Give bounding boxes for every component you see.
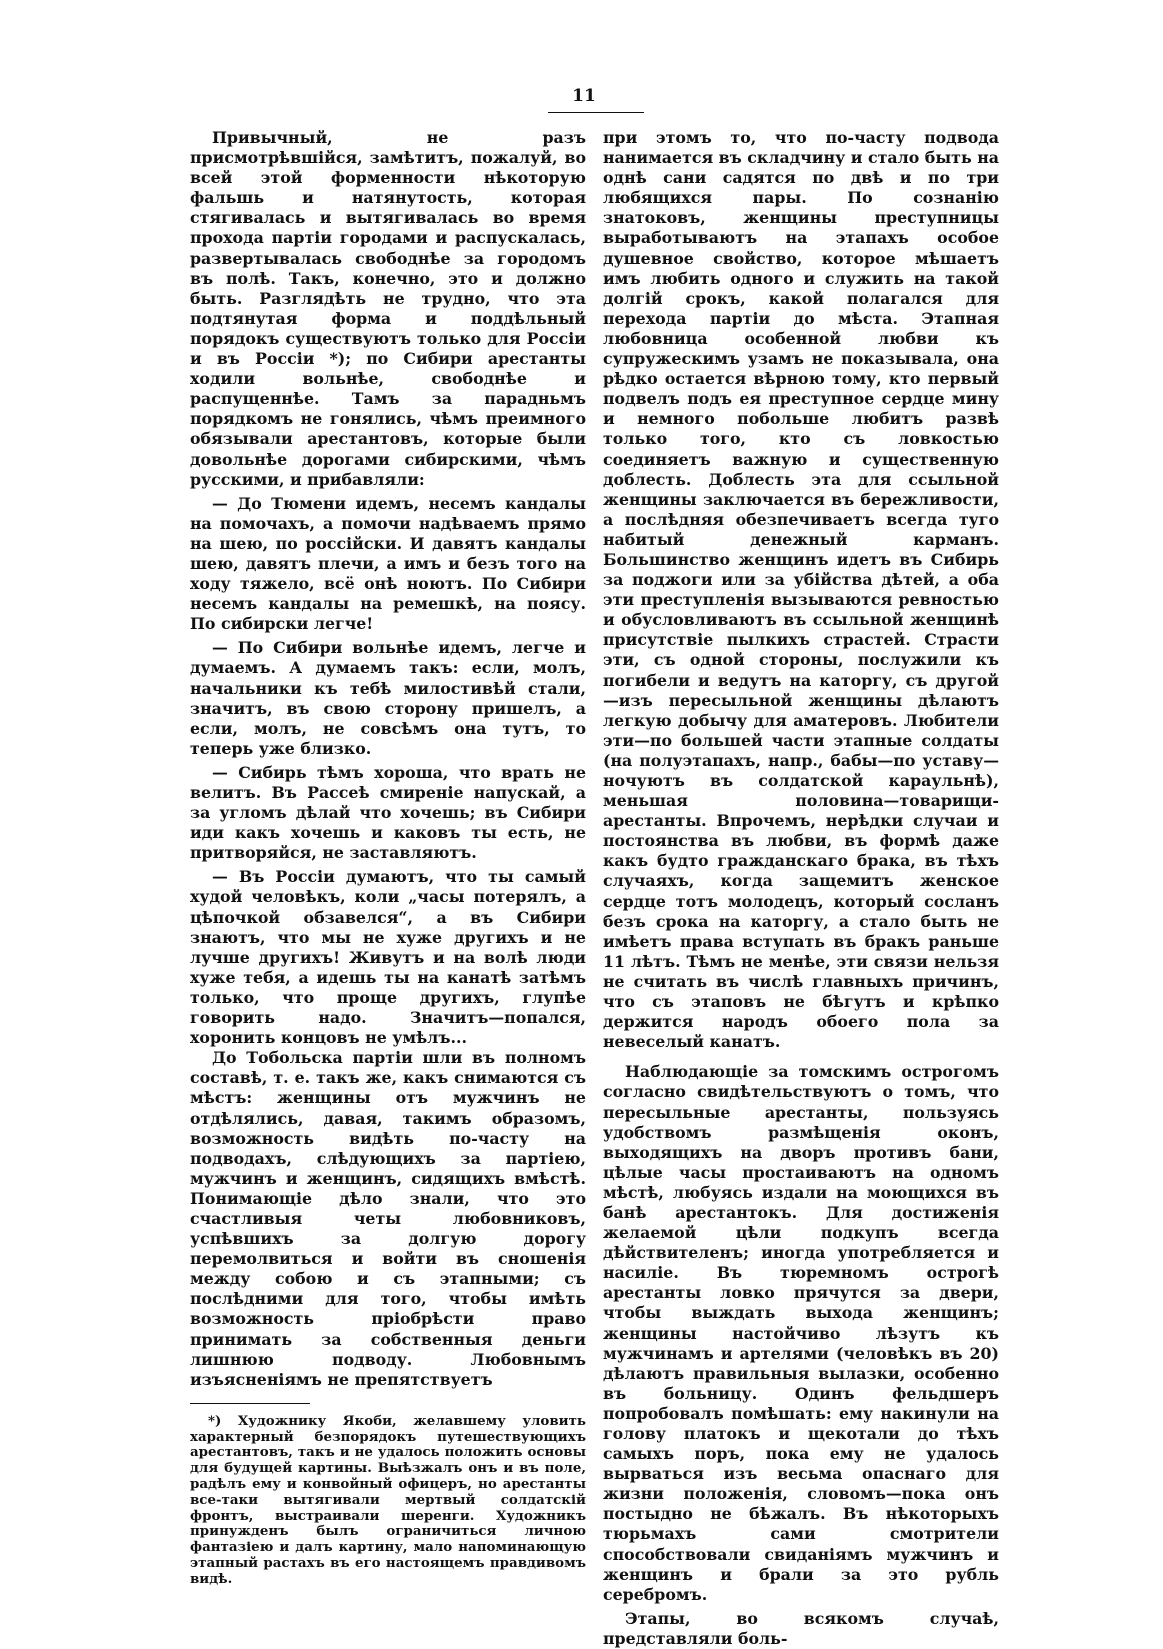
paragraph: — Въ Россіи думаютъ, что ты самый худой человѣкъ, коли „часы потерялъ, а цѣпочкой обзавелся“, а въ Сибири знаютъ, что мы не хуже другихъ и не лучше другихъ! Живутъ и на волѣ люди хуже тебя, а идешь ты на канатѣ затѣмъ только, что проще другихъ, глупѣе говорить надо. Значитъ—попался, хоронить концовъ не умѣлъ... [190, 867, 586, 1048]
page-number-rule [548, 112, 644, 113]
paragraph: — Сибирь тѣмъ хороша, что врать не велитъ. Въ Рассеѣ смиреніе напускай, а за угломъ дѣлай что хочешь; въ Сибири иди какъ хочешь и каковъ ты есть, не притворяйся, не заставляютъ. [190, 762, 586, 863]
paragraph: — До Тюмени идемъ, несемъ кандалы на помочахъ, а помочи надѣваемъ прямо на шею, по россійски. И давятъ кандалы шею, давятъ плечи, а имъ и безъ того на ходу тяжело, всё онѣ ноютъ. По Сибири несемъ кандалы на ремешкѣ, на поясу. По сибирски легче! [190, 493, 586, 634]
paragraph: Этапы, во всякомъ случаѣ, представляли боль- [603, 1608, 999, 1648]
paragraph: — По Сибири вольнѣе идемъ, легче и думаемъ. А думаемъ такъ: если, молъ, начальники къ тебѣ милостивѣй стали, значитъ, въ свою сторону пришелъ, а если, молъ, не совсѣмъ она тутъ, то теперь уже близко. [190, 638, 586, 758]
paragraph: Наблюдающіе за томскимъ острогомъ согласно свидѣтельствуютъ о томъ, что пересыльные арестанты, пользуясь удобствомъ размѣщенія оконъ, выходящихъ на дворъ противъ бани, цѣлые часы простаиваютъ на одномъ мѣстѣ, любуясь издали на моющихся въ банѣ арестантокъ. Для достиженія желаемой цѣли подкупъ всегда дѣйствителенъ; иногда употребляется и насиліе. Въ тюремномъ острогѣ арестанты ловко прячутся за двери, чтобы выждать выхода женщинъ; женщины настойчиво лѣзутъ къ мужчинамъ и артелями (человѣкъ въ 20) дѣлаютъ правильныя вылазки, особенно въ больницу. Одинъ фельдшеръ попробовалъ помѣшать: ему накинули на голову платокъ и щекотали до тѣхъ самыхъ поръ, пока ему не удалось вырваться изъ весьма опаснаго для жизни положенія, словомъ—пока онъ постыдно не бѣжалъ. Въ нѣкоторыхъ тюрьмахъ сами смотрители способствовали свиданіямъ мужчинъ и женщинъ и брали за это рубль серебромъ. [603, 1062, 999, 1604]
paragraph: Привычный, не разъ присмотрѣвшійся, замѣтитъ, пожалуй, во всей этой форменности нѣкоторую фальшь и натянутость, которая стягивалась и вытягивалась во время прохода партіи городами и распускалась, развертывалась свободнѣе за городомъ въ полѣ. Такъ, конечно, это и должно быть. Разглядѣть не трудно, что эта подтянутая форма и поддѣльный порядокъ существуютъ только для Россіи и въ Россіи *); по Сибири арестанты ходили вольнѣе, свободнѣе и распущеннѣе. Тамъ за парадньмъ порядкомъ не гонялись, чѣмъ преимного обязывали арестантовъ, которые были довольнѣе дорогами сибирскими, чѣмъ русскими, и прибавляли: [190, 128, 586, 489]
footnote-rule [190, 1403, 310, 1404]
right-column [603, 128, 999, 1649]
paragraph: при этомъ то, что по-часту подвода нанимается въ складчину и стало быть на однѣ сани садятся по двѣ и по три любящихся пары. По сознанію знатоковъ, женщины преступницы выработываютъ на этапахъ особое душевное свойство, которое мѣшаетъ имъ любить одного и служить на такой долгій срокъ, какой полагался для перехода партіи до мѣста. Этапная любовница особенной любви къ супружескимъ узамъ не показывала, она рѣдко остается вѣрною тому, кто первый подвелъ подъ ея преступное сердце мину и немного побольше любитъ развѣ только того, кто съ ловкостью соединяетъ важную и существенную доблесть. Доблесть эта для ссыльной женщины заключается въ бережливости, а послѣдняя обезпечиваетъ всегда туго набитый денежный карманъ. Большинство женщинъ идетъ въ Сибирь за поджоги или за убійства дѣтей, а оба эти преступленія вызываются ревностью и обусловливаютъ въ ссыльной женщинѣ присутствіе пылкихъ страстей. Страсти эти, съ одной стороны, послужили къ погибели и ведутъ на каторгу, съ другой—изъ пересыльной женщины дѣлаютъ легкую добычу для аматеровъ. Любители эти—по большей части этапные солдаты (на полуэтапахъ, напр., бабы—по уставу—ночуютъ въ солдатской караульнѣ), меньшая половина—товарищи-арестанты. Впрочемъ, нерѣдки случаи и постоянства въ любви, въ формѣ даже какъ будто гражданскаго брака, въ тѣхъ случаяхъ, когда защемитъ женское сердце тотъ молодецъ, который сосланъ безъ срока на каторгу, а стало быть не имѣетъ права вступать въ бракъ раньше 11 лѣтъ. Тѣмъ не менѣе, эти связи нельзя не считать въ числѣ главныхъ причинъ, что съ этаповъ не бѣгутъ и крѣпко держится народъ обоего пола за невеселый канатъ. [603, 128, 999, 1052]
page-number: 11 [572, 86, 596, 106]
paragraph: До Тобольска партіи шли въ полномъ составѣ, т. е. такъ же, какъ снимаются съ мѣстъ: женщины отъ мужчинъ не отдѣлялись, давая, такимъ образомъ, возможность видѣть по-часту на подводахъ, слѣдующихъ за партіею, мужчинъ и женщинъ, сидящихъ вмѣстѣ. Понимающіе дѣло знали, что это счастливыя четы любовниковъ, успѣвшихъ за долгую дорогу перемолвиться и войти въ сношенія между собою и съ этапными; съ послѣдними для того, чтобы имѣть возможность пріобрѣсти право принимать за собственныя деньги лишнюю подводу. Любовнымъ изъясненіямъ не препятствуетъ [190, 1048, 586, 1389]
footnote-text: *) Художнику Якоби, желавшему уловить характерный безпорядокъ путешествующихъ арестантовъ, такъ и не удалось положить основы для будущей картины. Выѣзжалъ онъ и въ поле, радѣлъ ему и конвойный офицеръ, но арестанты все-таки вытягивали мертвый солдатскій фронтъ, выстраивали шеренги. Художникъ принужденъ былъ ограничиться личною фантазіею и далъ картину, мало напоминающую этапный растахъ въ его настоящемъ правдивомъ видѣ. [190, 1412, 586, 1587]
left-column [190, 128, 586, 1588]
footnote [190, 1414, 586, 1588]
